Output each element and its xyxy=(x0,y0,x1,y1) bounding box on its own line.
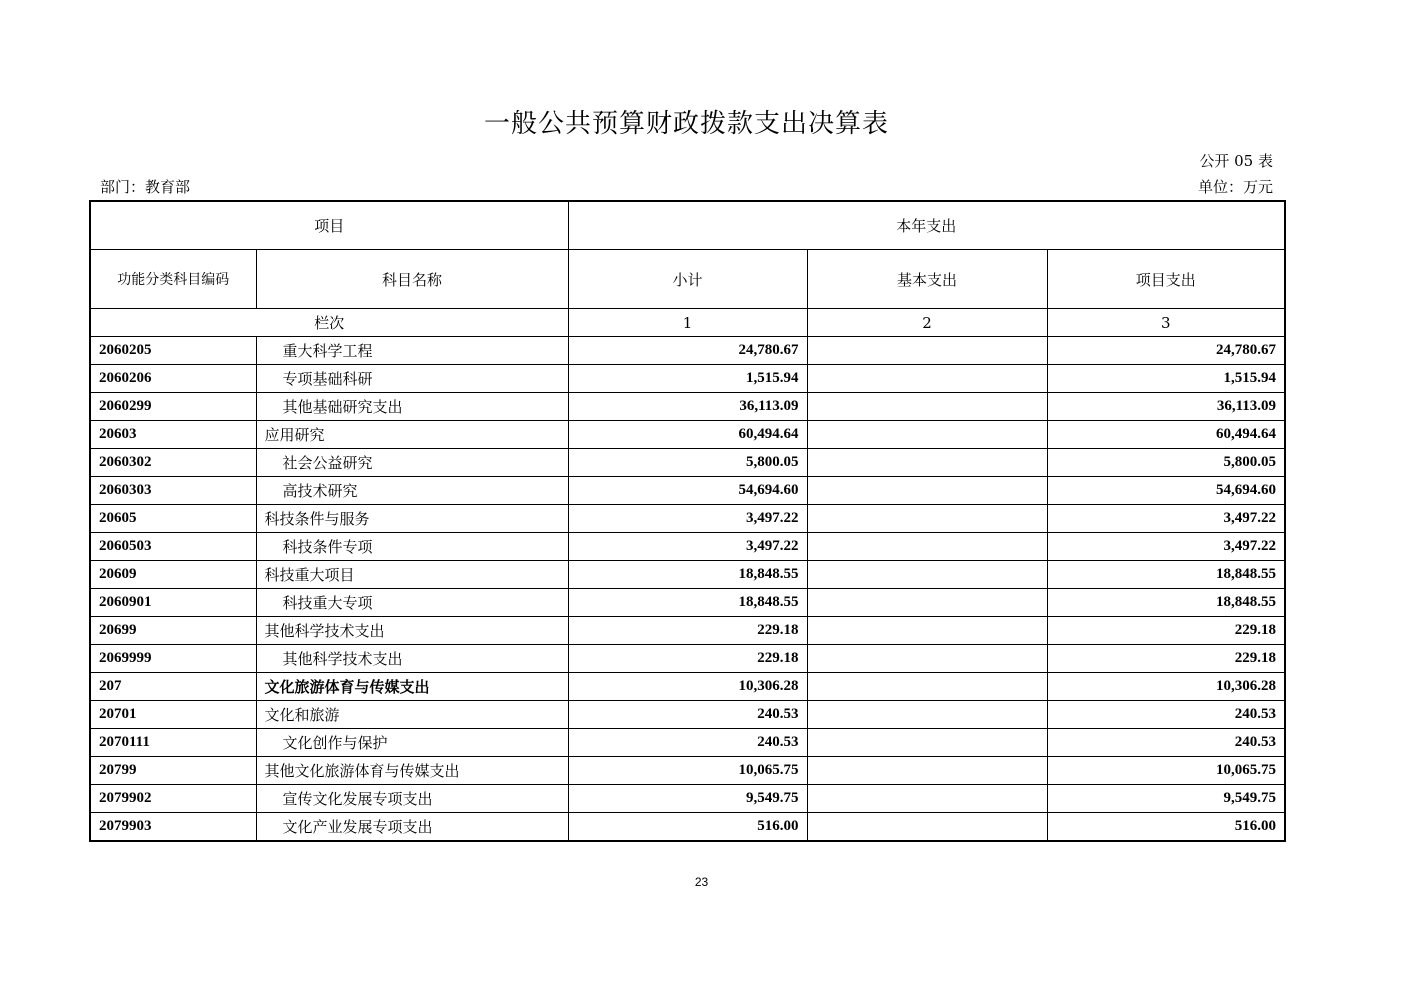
row-code: 2069999 xyxy=(90,645,256,673)
row-subtotal: 10,306.28 xyxy=(568,673,807,701)
header-col-1: 1 xyxy=(568,309,807,337)
row-project: 3,497.22 xyxy=(1047,533,1285,561)
row-code: 2060206 xyxy=(90,365,256,393)
header-row-index-label: 栏次 xyxy=(90,309,568,337)
table-row xyxy=(90,589,1285,617)
row-subtotal: 9,549.75 xyxy=(568,785,807,813)
header-project: 项目支出 xyxy=(1047,250,1285,309)
row-project: 229.18 xyxy=(1047,645,1285,673)
table-row xyxy=(90,645,1285,673)
header-item: 项目 xyxy=(90,201,568,250)
row-basic xyxy=(807,757,1047,785)
row-subtotal: 3,497.22 xyxy=(568,533,807,561)
row-name: 专项基础科研 xyxy=(256,365,568,393)
table-row xyxy=(90,729,1285,757)
row-subtotal: 18,848.55 xyxy=(568,589,807,617)
table-row xyxy=(90,505,1285,533)
row-project: 36,113.09 xyxy=(1047,393,1285,421)
row-basic xyxy=(807,337,1047,365)
row-name: 文化和旅游 xyxy=(256,701,568,729)
row-subtotal: 229.18 xyxy=(568,645,807,673)
row-code: 2079903 xyxy=(90,813,256,842)
table-row xyxy=(90,449,1285,477)
header-row-top xyxy=(90,201,1285,250)
row-code: 20603 xyxy=(90,421,256,449)
row-basic xyxy=(807,729,1047,757)
row-basic xyxy=(807,505,1047,533)
row-name: 其他文化旅游体育与传媒支出 xyxy=(256,757,568,785)
row-project: 3,497.22 xyxy=(1047,505,1285,533)
row-code: 207 xyxy=(90,673,256,701)
row-basic xyxy=(807,561,1047,589)
row-code: 2079902 xyxy=(90,785,256,813)
row-basic xyxy=(807,589,1047,617)
row-code: 20701 xyxy=(90,701,256,729)
row-code: 20699 xyxy=(90,617,256,645)
page-number: 23 xyxy=(694,875,709,889)
row-name: 高技术研究 xyxy=(256,477,568,505)
row-subtotal: 240.53 xyxy=(568,701,807,729)
table-row xyxy=(90,365,1285,393)
row-name: 社会公益研究 xyxy=(256,449,568,477)
row-project: 10,065.75 xyxy=(1047,757,1285,785)
row-name: 文化创作与保护 xyxy=(256,729,568,757)
table-row xyxy=(90,393,1285,421)
header-col-2: 2 xyxy=(807,309,1047,337)
table-row xyxy=(90,561,1285,589)
row-basic xyxy=(807,673,1047,701)
row-project: 5,800.05 xyxy=(1047,449,1285,477)
row-name: 宣传文化发展专项支出 xyxy=(256,785,568,813)
row-name: 科技条件与服务 xyxy=(256,505,568,533)
header-col-3: 3 xyxy=(1047,309,1285,337)
row-basic xyxy=(807,393,1047,421)
row-code: 20799 xyxy=(90,757,256,785)
row-project: 54,694.60 xyxy=(1047,477,1285,505)
row-basic xyxy=(807,421,1047,449)
row-project: 516.00 xyxy=(1047,813,1285,842)
table-row xyxy=(90,477,1285,505)
row-code: 2060299 xyxy=(90,393,256,421)
row-project: 60,494.64 xyxy=(1047,421,1285,449)
header-row-index xyxy=(90,309,1285,337)
header-current-year: 本年支出 xyxy=(568,201,1285,250)
table-row xyxy=(90,757,1285,785)
table-row xyxy=(90,337,1285,365)
header-code: 功能分类科目编码 xyxy=(90,250,256,309)
row-project: 24,780.67 xyxy=(1047,337,1285,365)
row-project: 229.18 xyxy=(1047,617,1285,645)
row-subtotal: 3,497.22 xyxy=(568,505,807,533)
table-body xyxy=(90,337,1285,842)
table-row xyxy=(90,617,1285,645)
row-subtotal: 10,065.75 xyxy=(568,757,807,785)
row-basic xyxy=(807,449,1047,477)
table-row xyxy=(90,673,1285,701)
expenditure-table xyxy=(89,200,1286,842)
row-basic xyxy=(807,533,1047,561)
row-name: 科技重大项目 xyxy=(256,561,568,589)
row-project: 1,515.94 xyxy=(1047,365,1285,393)
row-subtotal: 36,113.09 xyxy=(568,393,807,421)
row-subtotal: 18,848.55 xyxy=(568,561,807,589)
row-name: 应用研究 xyxy=(256,421,568,449)
row-code: 20605 xyxy=(90,505,256,533)
table-row xyxy=(90,533,1285,561)
row-project: 240.53 xyxy=(1047,729,1285,757)
unit-label: 单位：万元 xyxy=(1197,178,1273,196)
row-subtotal: 516.00 xyxy=(568,813,807,842)
row-subtotal: 60,494.64 xyxy=(568,421,807,449)
row-name: 文化产业发展专项支出 xyxy=(256,813,568,842)
header-subtotal: 小计 xyxy=(568,250,807,309)
row-basic xyxy=(807,701,1047,729)
row-code: 2060503 xyxy=(90,533,256,561)
table-row xyxy=(90,421,1285,449)
row-basic xyxy=(807,785,1047,813)
row-code: 2070111 xyxy=(90,729,256,757)
row-name: 文化旅游体育与传媒支出 xyxy=(256,673,568,701)
form-number: 公开 05 表 xyxy=(1199,152,1273,170)
row-project: 9,549.75 xyxy=(1047,785,1285,813)
row-basic xyxy=(807,645,1047,673)
row-subtotal: 5,800.05 xyxy=(568,449,807,477)
row-code: 2060901 xyxy=(90,589,256,617)
department-label: 部门：教育部 xyxy=(100,178,191,196)
row-subtotal: 240.53 xyxy=(568,729,807,757)
row-code: 2060205 xyxy=(90,337,256,365)
table-row xyxy=(90,701,1285,729)
row-name: 重大科学工程 xyxy=(256,337,568,365)
table-row xyxy=(90,785,1285,813)
row-project: 240.53 xyxy=(1047,701,1285,729)
row-code: 2060303 xyxy=(90,477,256,505)
row-subtotal: 229.18 xyxy=(568,617,807,645)
header-row-columns xyxy=(90,250,1285,309)
row-name: 科技条件专项 xyxy=(256,533,568,561)
row-name: 其他科学技术支出 xyxy=(256,617,568,645)
row-code: 2060302 xyxy=(90,449,256,477)
row-basic xyxy=(807,477,1047,505)
header-name: 科目名称 xyxy=(256,250,568,309)
row-name: 科技重大专项 xyxy=(256,589,568,617)
row-subtotal: 1,515.94 xyxy=(568,365,807,393)
row-basic xyxy=(807,813,1047,842)
row-name: 其他科学技术支出 xyxy=(256,645,568,673)
row-basic xyxy=(807,617,1047,645)
row-project: 10,306.28 xyxy=(1047,673,1285,701)
row-subtotal: 54,694.60 xyxy=(568,477,807,505)
table-row xyxy=(90,813,1285,842)
page-title: 一般公共预算财政拨款支出决算表 xyxy=(483,109,889,139)
row-subtotal: 24,780.67 xyxy=(568,337,807,365)
header-basic: 基本支出 xyxy=(807,250,1047,309)
row-code: 20609 xyxy=(90,561,256,589)
row-name: 其他基础研究支出 xyxy=(256,393,568,421)
row-basic xyxy=(807,365,1047,393)
row-project: 18,848.55 xyxy=(1047,589,1285,617)
row-project: 18,848.55 xyxy=(1047,561,1285,589)
